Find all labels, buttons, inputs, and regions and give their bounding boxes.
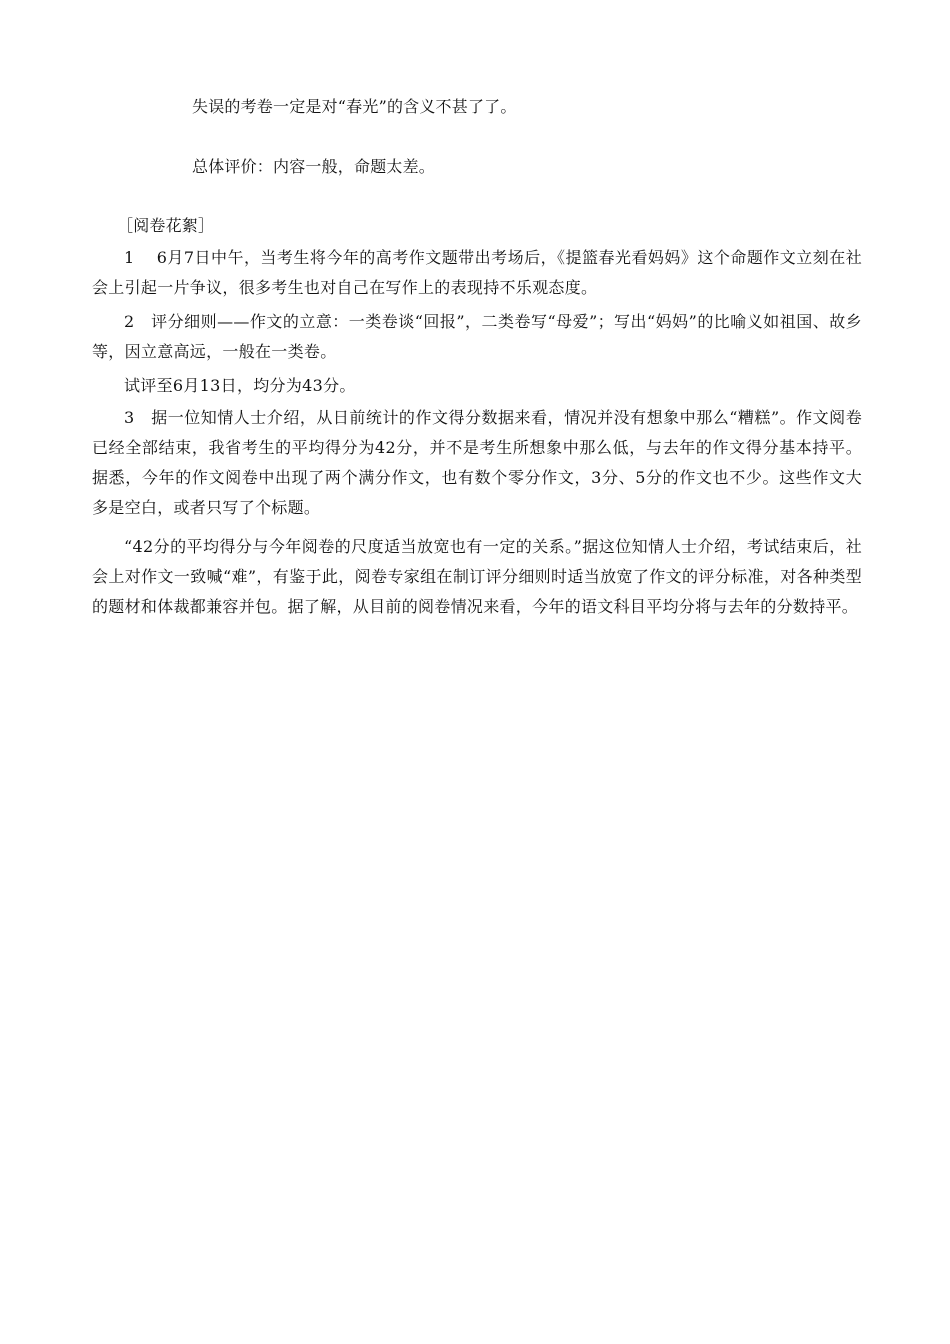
paragraph-2: 2 评分细则——作文的立意：一类卷谈“回报”，二类卷写“母爱”；写出“妈妈”的比喻义如祖国、故乡等，因立意高远，一般在一类卷。 [92, 312, 862, 361]
paragraph-4: 3 据一位知情人士介绍，从日前统计的作文得分数据来看，情况并没有想象中那么“糟糕”。作文阅卷已经全部结束，我省考生的平均得分为42分，并不是考生所想象中那么低，与去年的作文得分基本持平。据悉，今年的作文阅卷中出现了两个满分作文，也有数个零分作文，3分、5分的作文也不少。这些作文大多是空白，或者只写了个标题。 [92, 408, 862, 517]
top-line-2: 总体评价：内容一般，命题太差。 [192, 157, 436, 176]
paragraph-3: 试评至6月13日，均分为43分。 [124, 376, 356, 395]
paragraph-5: “42分的平均得分与今年阅卷的尺度适当放宽也有一定的关系。”据这位知情人士介绍，考试结束后，社会上对作文一致喊“难”，有鉴于此，阅卷专家组在制订评分细则时适当放宽了作文的评分标准，对各种类型的题材和体裁都兼容并包。据了解，从目前的阅卷情况来看，今年的语文科目平均分将与去年的分数持平。 [92, 537, 862, 616]
section-heading: ［阅卷花絮］ [117, 216, 215, 235]
top-line-1: 失误的考卷一定是对“春光”的含义不甚了了。 [192, 97, 517, 116]
paragraph-1: 1 6月7日中午，当考生将今年的高考作文题带出考场后，《提篮春光看妈妈》这个命题作文立刻在社会上引起一片争议，很多考生也对自己在写作上的表现持不乐观态度。 [92, 248, 862, 297]
